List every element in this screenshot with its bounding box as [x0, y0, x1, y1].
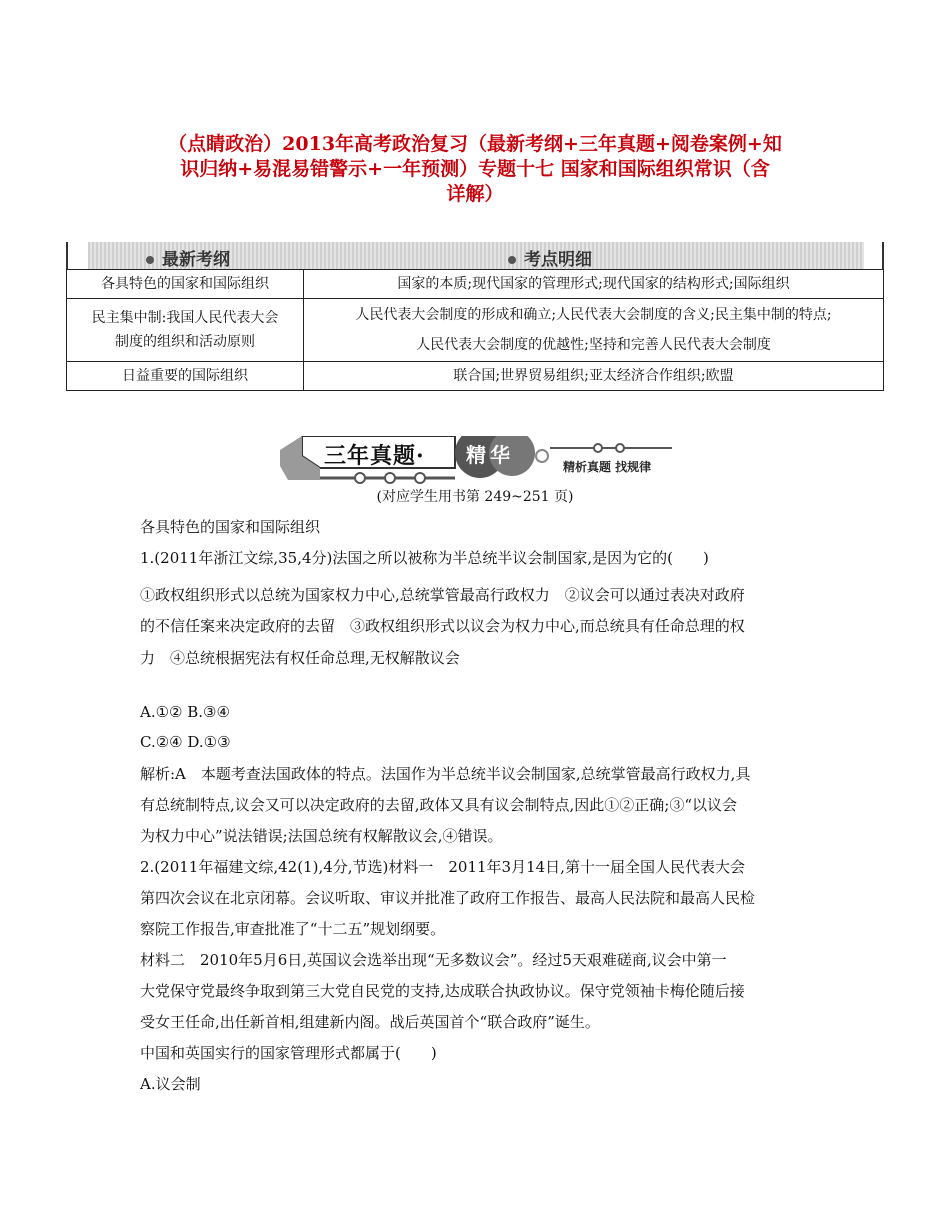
text-line: 的不信任案来决定政府的去留 ③政权组织形式以议会为权力中心,而总统具有任命总理的权 — [140, 617, 745, 635]
header-left-cell — [146, 245, 230, 270]
question-1-choices-ab: A.①② B.③④ — [140, 703, 230, 721]
banner-badge: 精华 — [466, 443, 514, 467]
text-line: 有总统制特点,议会又可以决定政府的去留,政体又具有议会制特点,因此①②正确;③“以议会 — [140, 796, 738, 814]
table-row — [67, 362, 884, 391]
section-banner — [280, 436, 680, 492]
text-line: 受女王任命,出任新首相,组建新内阁。战后英国首个“联合政府”诞生。 — [140, 1013, 600, 1031]
header-left-label: 最新考纲 — [162, 250, 230, 270]
text-line: 力 ④总统根据宪法有权任命总理,无权解散议会 — [140, 649, 460, 667]
text-line: 大党保守党最终争取到第三大党自民党的支持,达成联合执政协议。保守党领袖卡梅伦随后接 — [140, 982, 745, 1000]
banner-subtitle: 精析真题 找规律 — [563, 460, 652, 474]
cell-line: 人民代表大会制度的形成和确立;人民代表大会制度的含义;民主集中制的特点; — [355, 307, 832, 323]
section-heading: 各具特色的国家和国际组织 — [140, 518, 321, 536]
question-1-stem: 1.(2011年浙江文综,35,4分)法国之所以被称为半总统半议会制国家,是因为它的( ) — [140, 549, 709, 567]
table-cell — [304, 299, 884, 362]
table-row — [67, 270, 884, 299]
header-left-edge — [66, 242, 68, 269]
question-1-choices-cd: C.②④ D.①③ — [140, 733, 231, 751]
header-right-edge — [882, 242, 884, 269]
page-reference: (对应学生用书第 249~251 页) — [376, 489, 574, 505]
syllabus-table-header — [66, 242, 884, 269]
table-cell: 各具特色的国家和国际组织 — [67, 270, 304, 299]
table-cell: 国家的本质;现代国家的管理形式;现代国家的结构形式;国际组织 — [304, 270, 884, 299]
cell-line: 制度的组织和活动原则 — [115, 334, 255, 350]
text-line: 第四次会议在北京闭幕。会议听取、审议并批准了政府工作报告、最高人民法院和最高人民检 — [140, 889, 756, 907]
bullet-icon — [146, 256, 154, 264]
text-line: 察院工作报告,审查批准了“十二五”规划纲要。 — [140, 920, 446, 938]
page-title — [120, 132, 830, 207]
table-cell — [67, 299, 304, 362]
question-2-option-a: A.议会制 — [140, 1075, 201, 1093]
syllabus-table — [66, 242, 884, 391]
table-cell: 日益重要的国际组织 — [67, 362, 304, 391]
cell-line: 人民代表大会制度的优越性;坚持和完善人民代表大会制度 — [416, 337, 771, 353]
cell-line: 民主集中制:我国人民代表大会 — [91, 310, 279, 326]
text-line: 2.(2011年福建文综,42(1),4分,节选)材料一 2011年3月14日,第十一届全国人民代表大会 — [140, 858, 745, 876]
header-right-cell — [508, 245, 592, 270]
syllabus-body — [66, 269, 884, 391]
header-right-label: 考点明细 — [524, 250, 592, 270]
title-line: （点睛政治）2013年高考政治复习（最新考纲+三年真题+阅卷案例+知 — [168, 133, 782, 155]
text-line: 材料二 2010年5月6日,英国议会选举出现“无多数议会”。经过5天艰难磋商,议会中第一 — [140, 951, 727, 969]
bullet-icon — [508, 256, 516, 264]
title-line: 识归纳+易混易错警示+一年预测）专题十七 国家和国际组织常识（含 — [180, 158, 770, 180]
table-cell: 联合国;世界贸易组织;亚太经济合作组织;欧盟 — [304, 362, 884, 391]
question-2-stem: 中国和英国实行的国家管理形式都属于( ) — [140, 1044, 437, 1062]
title-line: 详解） — [446, 183, 504, 205]
text-line: 解析:A 本题考查法国政体的特点。法国作为半总统半议会制国家,总统掌管最高行政权力,具 — [140, 765, 751, 783]
banner-title: 三年真题· — [324, 443, 425, 469]
text-line: 为权力中心”说法错误;法国总统有权解散议会,④错误。 — [140, 827, 503, 845]
table-row — [67, 299, 884, 362]
text-line: ①政权组织形式以总统为国家权力中心,总统掌管最高行政权力 ②议会可以通过表决对政府 — [140, 586, 745, 604]
